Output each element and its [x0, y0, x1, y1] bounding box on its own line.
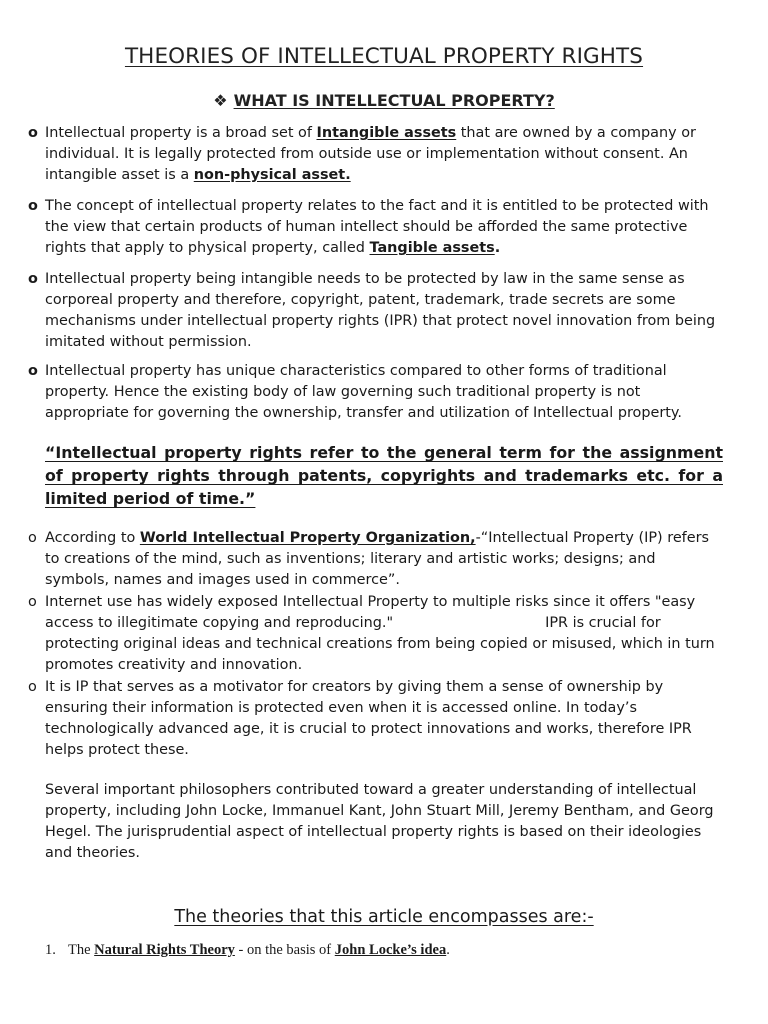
term-tangible-assets: Tangible assets — [369, 240, 495, 256]
bullet-marker: o — [28, 679, 37, 695]
section-heading-text: WHAT IS INTELLECTUAL PROPERTY? — [233, 91, 555, 110]
text-run: IPR is crucial for protecting original ideas and technical creations from being copied or misused, which in turn promotes creativity and innovation. — [45, 615, 715, 673]
list-item — [45, 196, 723, 259]
section-heading — [0, 91, 768, 110]
bullet-marker: o — [28, 530, 37, 546]
list-item — [45, 528, 723, 591]
text-run: . — [494, 240, 501, 256]
term-intangible-assets: Intangible assets — [316, 125, 457, 141]
theories-heading: The theories that this article encompasses are:- — [174, 907, 594, 927]
list-item — [45, 123, 723, 186]
term-non-physical-asset: non-physical asset. — [193, 167, 351, 183]
term-john-locke-idea: John Locke’s idea — [334, 942, 447, 958]
numbered-item — [45, 940, 450, 960]
bullet-marker: o — [28, 594, 37, 610]
term-wipo: World Intellectual Property Organization, — [139, 530, 476, 546]
text-run: According to — [45, 530, 140, 546]
list-item: Intellectual property has unique characteristics compared to other forms of traditional property. Hence the existing body of law governing such traditional property is not appropriate for governing the ownership, transfer and utilization of Intellectual property. — [45, 363, 682, 421]
text-run: -“Intellectual Property (IP) refers to creations of the mind, such as inventions; literary and artistic works; designs; and symbols, names and images used in commerce”. — [45, 530, 710, 588]
text-run: that are owned by a company or individual. It is legally protected from outside use or implementation without consent. An intangible asset is a — [45, 125, 696, 183]
text-run: Intellectual property is a broad set of — [45, 125, 317, 141]
term-natural-rights-theory: Natural Rights Theory — [94, 942, 235, 958]
bullet-marker: o — [28, 363, 38, 379]
bullet-marker: o — [28, 271, 38, 287]
diamond-icon: ❖ — [213, 91, 228, 110]
text-run: The concept of intellectual property relates to the fact and it is entitled to be protected with the view that certain products of human intellect should be afforded the same protective rights that apply to physical property, called — [45, 198, 709, 256]
list-number: 1. — [45, 942, 56, 958]
text-run: Internet use has widely exposed Intellectual Property to multiple risks since it offers "easy access to illegitimate copying and reproducing." — [45, 594, 696, 631]
body-paragraph: Several important philosophers contributed toward a greater understanding of intellectual property, including John Locke, Immanuel Kant, John Stuart Mill, Jeremy Bentham, and Georg Hegel. The jurisprudential aspect of intellectual property rights is based on their ideologies and theories. — [45, 782, 714, 861]
bullet-marker: o — [28, 125, 38, 141]
bullet-marker: o — [28, 198, 38, 214]
definition-quote: “Intellectual property rights refer to the general term for the assignment of property rights through patents, copyrights and trademarks etc. for a limited period of time.” — [45, 443, 723, 508]
text-run: - on the basis of — [234, 942, 335, 958]
list-item: It is IP that serves as a motivator for creators by giving them a sense of ownership by ensuring their information is protected even when it is accessed online. In today’s technologically advanced age, it is crucial to protect innovations and works, therefore IPR helps protect these. — [45, 679, 692, 758]
list-item — [45, 592, 723, 676]
text-run: . — [446, 942, 450, 958]
page-title: THEORIES OF INTELLECTUAL PROPERTY RIGHTS — [124, 44, 644, 69]
text-run: The — [68, 942, 95, 958]
list-item: Intellectual property being intangible needs to be protected by law in the same sense as corporeal property and therefore, copyright, patent, trademark, trade secrets are some mechanisms under intellectual property rights (IPR) that protect novel innovation from being imitated without permission. — [45, 271, 716, 350]
